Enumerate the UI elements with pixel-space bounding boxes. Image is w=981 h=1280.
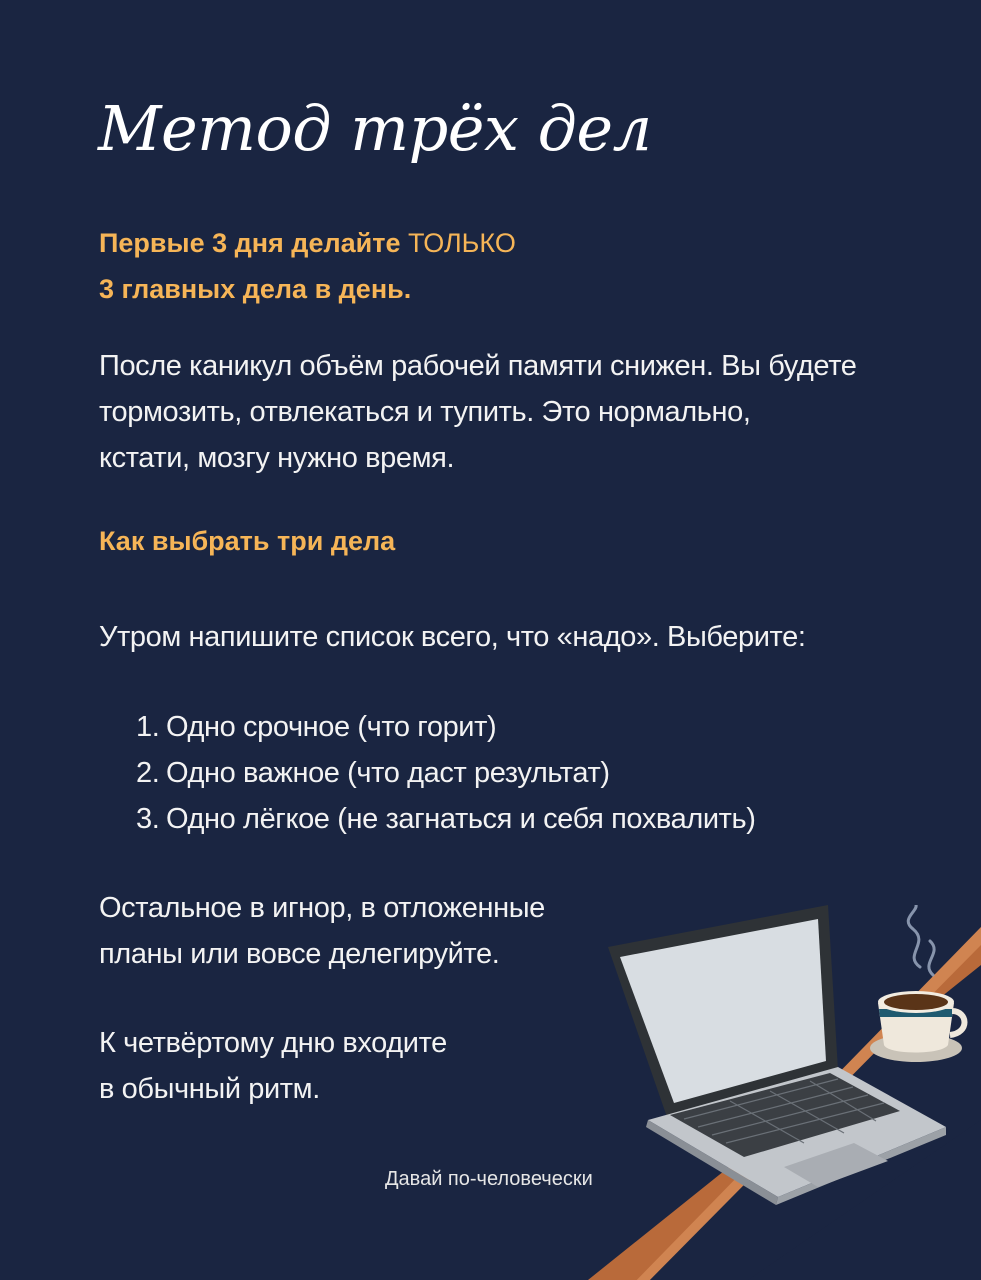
footer-signature: Давай по-человечески <box>385 1168 593 1190</box>
paragraph-line: тормозить, отвлекаться и тупить. Это нормально, <box>99 396 751 428</box>
list-item <box>136 796 756 842</box>
lead-line-1 <box>99 220 516 266</box>
desk-illustration <box>548 905 981 1280</box>
section-heading: Как выбрать три дела <box>99 526 396 556</box>
coffee-cup-icon <box>870 991 965 1062</box>
paragraph-line: в обычный ритм. <box>99 1073 320 1105</box>
list-item <box>136 704 756 750</box>
list-item-text: Одно срочное (что горит) <box>166 711 497 743</box>
paragraph-instruction: Утром напишите список всего, что «надо». Выберите: <box>99 621 806 653</box>
list-item-text: Одно важное (что даст результат) <box>166 757 610 789</box>
paragraph-ignore <box>99 885 545 977</box>
lead-line-1-emphasis: ТОЛЬКО <box>407 228 516 258</box>
paragraph-line: После каникул объём рабочей памяти снижен. Вы будете <box>99 350 857 382</box>
paragraph-working-memory <box>99 343 857 481</box>
lead-line-1-part-a: Первые 3 дня делайте <box>99 228 408 258</box>
paragraph-line: планы или вовсе делегируйте. <box>99 938 500 970</box>
paragraph-line: кстати, мозгу нужно время. <box>99 442 455 474</box>
list-item-text: Одно лёгкое (не загнаться и себя похвалить) <box>166 803 756 835</box>
list-item <box>136 750 756 796</box>
lead-line-2: 3 главных дела в день. <box>99 274 412 304</box>
paragraph-line: К четвёртому дню входите <box>99 1027 447 1059</box>
list-item-number: 1. <box>136 711 160 743</box>
page-title: Метод трёх дел <box>98 92 652 165</box>
list-item-number: 3. <box>136 803 160 835</box>
paragraph-line: Остальное в игнор, в отложенные <box>99 892 545 924</box>
paragraph-rhythm <box>99 1020 447 1112</box>
lead-text <box>99 220 516 312</box>
task-list <box>136 704 756 842</box>
list-item-number: 2. <box>136 757 160 789</box>
steam-icon <box>908 905 934 975</box>
